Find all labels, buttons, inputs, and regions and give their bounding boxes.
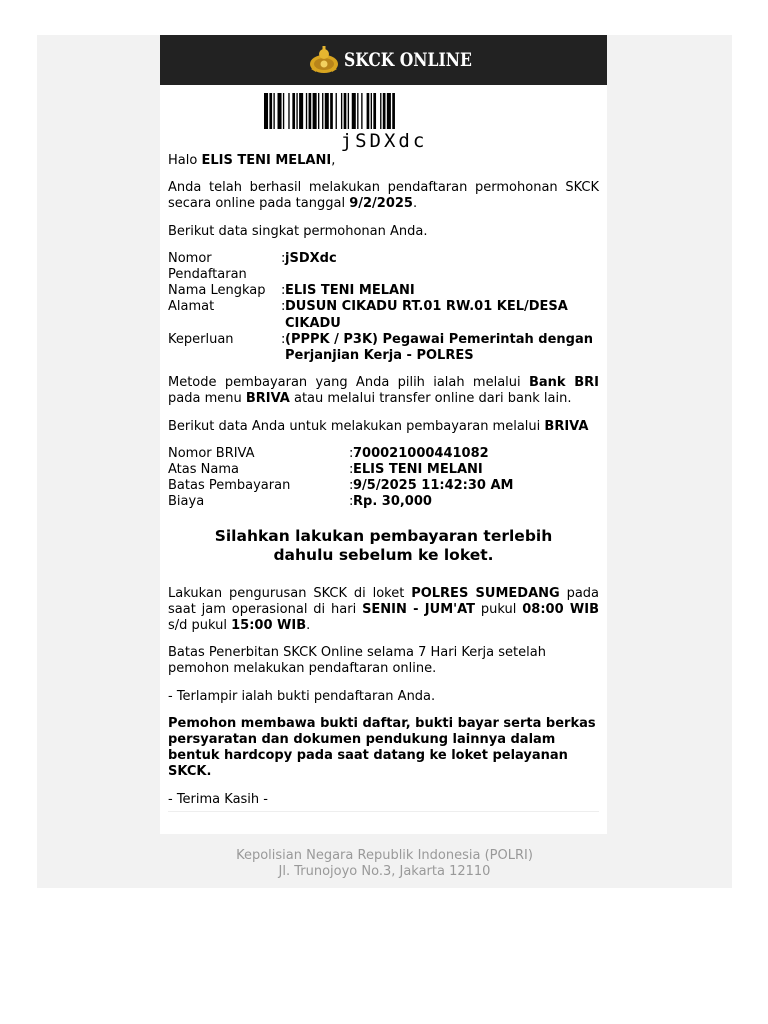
bank-name: Bank BRI <box>528 375 599 391</box>
barcode-bar <box>373 93 376 129</box>
payment-label: Batas Pembayaran <box>168 478 291 494</box>
header-bar <box>160 35 607 85</box>
bring-note: Pemohon membawa bukti daftar, bukti bayar serta berkas persyaratan dan dokumen pendukung lainnya dalam bentuk hardcopy pada saat datang ke loket pelayanan SKCK. <box>168 715 596 780</box>
barcode-bar <box>392 93 395 129</box>
detail-row: Nomor Pendaftaran : jSDXdc <box>168 251 599 283</box>
barcode-bar <box>348 93 349 129</box>
thanks-note: - Terima Kasih - <box>168 791 268 807</box>
barcode-bar <box>273 93 274 129</box>
payment-label: Biaya <box>168 494 205 510</box>
detail-value: (PPPK / P3K) Pegawai Pemerintah dengan Perjanjian Kerja - POLRES <box>285 331 594 364</box>
barcode-bar <box>387 93 391 129</box>
process-paragraph: Lakukan pengurusan SKCK di loket POLRES SUMEDANG pada saat jam operasional di hari SENIN - JUM'AT pukul 08:00 WIB s/d pukul 15:00 WIB. <box>168 585 599 634</box>
brand-title: SKCK ONLINE <box>344 49 472 71</box>
barcode-bar <box>318 93 319 129</box>
skck-logo <box>308 44 500 76</box>
payment-row: Batas Pembayaran : 9/5/2025 11:42:30 AM <box>168 478 599 494</box>
email-body <box>168 153 599 808</box>
office-days: SENIN - JUM'AT <box>362 601 476 617</box>
office-name: POLRES SUMEDANG <box>411 585 560 601</box>
barcode-bar <box>330 93 333 129</box>
barcode-bar <box>344 93 347 129</box>
barcode-bar <box>299 93 303 129</box>
application-details <box>168 251 599 364</box>
barcode-bar <box>383 93 386 129</box>
barcode-bar <box>325 93 329 129</box>
registration-date: 9/2/2025 <box>349 196 413 212</box>
barcode-bar <box>380 93 381 129</box>
greeting: Halo ELIS TENI MELANI, <box>168 153 336 168</box>
payment-intro: Berikut data Anda untuk melakukan pembayaran melalui BRIVA <box>168 418 589 434</box>
payment-label: Atas Nama <box>168 462 239 478</box>
email-background <box>37 35 732 888</box>
payment-value: 9/5/2025 11:42:30 AM <box>353 478 514 494</box>
payment-value: 700021000441082 <box>353 445 489 461</box>
registration-barcode <box>264 93 504 129</box>
barcode-bar <box>288 93 289 129</box>
payment-menu: BRIVA <box>245 391 290 407</box>
barcode-bar <box>264 93 268 129</box>
barcode-bar <box>357 93 358 129</box>
barcode-bar <box>313 93 317 129</box>
barcode-bar <box>371 93 372 129</box>
summary-intro: Berikut data singkat permohonan Anda. <box>168 223 428 239</box>
applicant-name: ELIS TENI MELANI <box>201 153 332 168</box>
barcode-bar <box>336 93 337 129</box>
barcode-bar <box>309 93 312 129</box>
payment-row: Biaya : Rp. 30,000 <box>168 494 599 510</box>
barcode-bar <box>283 93 284 129</box>
payment-notice: Silahkan lakukan pembayaran terlebih dahulu sebelum ke loket. <box>214 526 553 565</box>
footer-organization: Kepolisian Negara Republik Indonesia (POLRI) <box>236 848 533 863</box>
payment-value: Rp. 30,000 <box>353 494 432 510</box>
detail-row: Keperluan : (PPPK / P3K) Pegawai Pemerintah dengan Perjanjian Kerja - POLRES <box>168 332 599 364</box>
payment-row: Atas Nama : ELIS TENI MELANI <box>168 462 599 478</box>
office-close-time: 15:00 WIB <box>231 618 307 634</box>
detail-value: DUSUN CIKADU RT.01 RW.01 KEL/DESA CIKADU <box>285 299 568 331</box>
detail-label: Nama Lengkap <box>168 283 266 299</box>
barcode-bar <box>296 93 297 129</box>
divider <box>168 811 599 812</box>
detail-value: ELIS TENI MELANI <box>285 283 415 299</box>
barcode-bar <box>292 93 295 129</box>
barcode-bar <box>322 93 323 129</box>
police-emblem-icon <box>308 45 340 75</box>
barcode-bar <box>361 93 362 129</box>
deadline-note: Batas Penerbitan SKCK Online selama 7 Hari Kerja setelah pemohon melakukan pendaftaran online. <box>168 645 546 677</box>
barcode-bar <box>367 93 370 129</box>
detail-value: jSDXdc <box>285 250 337 266</box>
payment-method-paragraph: Metode pembayaran yang Anda pilih ialah melalui Bank BRI pada menu BRIVA atau melalui transfer online dari bank lain. <box>168 375 599 407</box>
barcode-bar <box>306 93 307 129</box>
footer <box>37 848 732 880</box>
barcode-bar <box>269 93 272 129</box>
payment-label: Nomor BRIVA <box>168 445 255 461</box>
payment-row: Nomor BRIVA : 700021000441082 <box>168 446 599 462</box>
detail-label: Alamat <box>168 299 215 315</box>
office-open-time: 08:00 WIB <box>522 601 599 617</box>
barcode-code: jSDXdc <box>340 130 428 152</box>
barcode-bar <box>341 93 342 129</box>
detail-label: Nomor Pendaftaran <box>168 250 247 283</box>
barcode-bar <box>278 93 282 129</box>
detail-label: Keperluan <box>168 331 234 347</box>
payment-details <box>168 446 599 511</box>
detail-row: Nama Lengkap : ELIS TENI MELANI <box>168 283 599 299</box>
barcode-bar <box>352 93 356 129</box>
email-card <box>160 35 607 834</box>
attached-note: - Terlampir ialah bukti pendaftaran Anda. <box>168 688 436 704</box>
intro-paragraph: Anda telah berhasil melakukan pendaftaran permohonan SKCK secara online pada tanggal 9/2/2025. <box>168 180 599 212</box>
detail-row: Alamat : DUSUN CIKADU RT.01 RW.01 KEL/DESA CIKADU <box>168 299 599 331</box>
footer-address: Jl. Trunojoyo No.3, Jakarta 12110 <box>278 864 491 879</box>
payment-value: ELIS TENI MELANI <box>353 462 483 478</box>
